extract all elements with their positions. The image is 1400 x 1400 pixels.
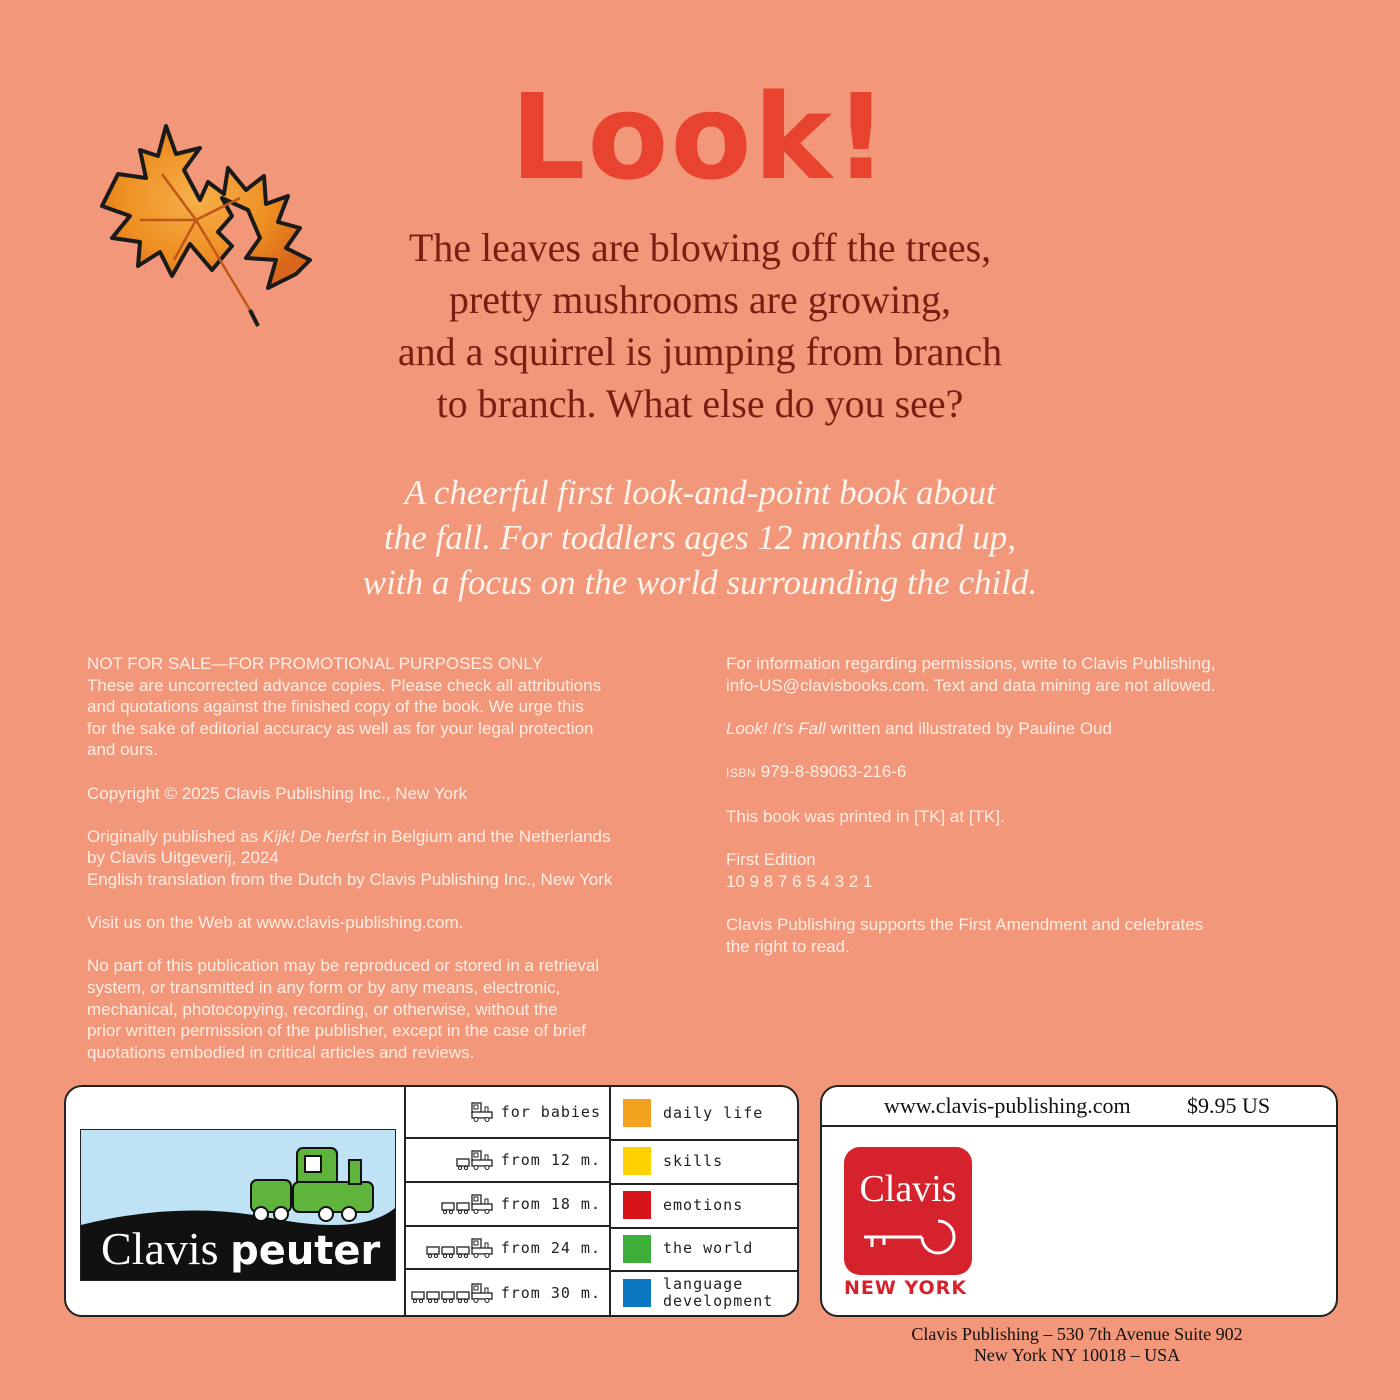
- blurb-line: pretty mushrooms are growing,: [448, 277, 952, 322]
- printed-text: This book was printed in [TK] at [TK].: [726, 807, 1005, 827]
- edition-text: First Edition: [726, 850, 816, 870]
- promo-line: These are uncorrected advance copies. Please check all attributions: [87, 675, 602, 695]
- blurb-line: The leaves are blowing off the trees,: [408, 225, 992, 270]
- theme-label: language development: [663, 1274, 774, 1310]
- book-title: Look! It's Fall: [726, 718, 826, 738]
- orig-suffix: in Belgium and the Netherlands: [368, 826, 611, 846]
- publisher-url: www.clavis-publishing.com: [884, 1093, 1131, 1118]
- credit-text: written and illustrated by Pauline Oud: [825, 718, 1112, 738]
- theme-row: [611, 1227, 799, 1272]
- tagline-line: A cheerful first look-and-point book about: [404, 473, 996, 512]
- original-line: [87, 826, 687, 848]
- original-title: Kijk! De herfst: [262, 826, 369, 846]
- theme-row: [611, 1270, 799, 1315]
- promo-notice: [87, 653, 687, 761]
- logo-word-peuter: peuter: [230, 1228, 381, 1274]
- age-table: [404, 1087, 611, 1315]
- age-row: [406, 1183, 611, 1227]
- isbn-line: [726, 761, 1346, 785]
- theme-label: daily life: [663, 1103, 764, 1122]
- rights-line: quotations embodied in critical articles and reviews.: [87, 1042, 475, 1062]
- address-line: New York NY 10018 – USA: [973, 1345, 1181, 1365]
- amendment-line: the right to read.: [726, 936, 850, 956]
- translation-line: English translation from the Dutch by Clavis Publishing Inc., New York: [87, 869, 613, 889]
- publisher-box: [820, 1085, 1338, 1317]
- isbn: [726, 761, 1346, 785]
- clavis-logo-name: Clavis: [859, 1168, 957, 1210]
- age-row: [406, 1270, 611, 1315]
- publisher-address: [820, 1324, 1334, 1366]
- isbn-number: 979-8-89063-216-6: [756, 761, 907, 781]
- tagline-line: the fall. For toddlers ages 12 months and up,: [384, 518, 1016, 557]
- promo-line: for the sake of editorial accuracy as well as for your legal protection: [87, 718, 594, 738]
- theme-table: [609, 1087, 799, 1315]
- promo-line: and quotations against the finished copy of the book. We urge this: [87, 697, 584, 717]
- clavis-logo: [844, 1147, 972, 1275]
- age-row: [406, 1087, 611, 1139]
- address-line: Clavis Publishing – 530 7th Avenue Suite 902: [911, 1324, 1243, 1344]
- rights-notice: [87, 955, 687, 1063]
- theme-color-swatch: [623, 1279, 651, 1307]
- key-icon: [862, 1211, 958, 1255]
- rights-line: prior written permission of the publisher, except in the case of brief: [87, 1021, 586, 1041]
- peuter-logo-name: [101, 1222, 380, 1275]
- train-icon: [456, 1150, 493, 1170]
- clavis-peuter-logo: [80, 1129, 396, 1281]
- train-icon: [471, 1102, 493, 1122]
- rights-line: system, or transmitted in any form or by any means, electronic,: [87, 977, 561, 997]
- blurb-line: to branch. What else do you see?: [436, 381, 964, 426]
- web-text: Visit us on the Web at www.clavis-publishing.com.: [87, 913, 464, 933]
- price: $9.95 US: [1187, 1093, 1271, 1118]
- blurb-line: and a squirrel is jumping from branch: [397, 329, 1003, 374]
- theme-color-swatch: [623, 1099, 651, 1127]
- age-label: from 18 m.: [500, 1195, 601, 1213]
- age-label: from 30 m.: [500, 1283, 601, 1302]
- original-line: by Clavis Uitgeverij, 2024: [87, 848, 279, 868]
- theme-row: [611, 1183, 799, 1229]
- edition: [726, 849, 1346, 892]
- publisher-header: [822, 1087, 1336, 1127]
- series-info-box: [64, 1085, 799, 1317]
- isbn-label: ISBN: [726, 765, 757, 780]
- train-icon: [441, 1194, 493, 1214]
- theme-color-swatch: [623, 1235, 651, 1263]
- orig-prefix: Originally published as: [87, 826, 263, 846]
- blurb: [300, 222, 1100, 430]
- theme-row: [611, 1139, 799, 1185]
- age-label: for babies: [500, 1103, 601, 1121]
- age-row: [406, 1139, 611, 1183]
- maple-leaf-illustration: [100, 120, 315, 335]
- promo-line: and ours.: [87, 740, 158, 760]
- page-title: Look!: [510, 68, 890, 206]
- theme-label: skills: [663, 1151, 724, 1170]
- tagline: [250, 470, 1150, 605]
- legal-right-column: [726, 653, 1346, 979]
- age-label: from 12 m.: [500, 1151, 601, 1169]
- clavis-logo-city: NEW YORK: [844, 1277, 968, 1299]
- rights-line: No part of this publication may be reproduced or stored in a retrieval: [87, 956, 600, 976]
- credit: [726, 718, 1346, 740]
- promo-line: NOT FOR SALE—FOR PROMOTIONAL PURPOSES ONLY: [87, 654, 543, 673]
- theme-label: the world: [663, 1239, 754, 1257]
- printed-notice: [726, 806, 1346, 828]
- permissions-line: info-US@clavisbooks.com. Text and data mining are not allowed.: [726, 675, 1216, 695]
- credit-line: [726, 718, 1346, 740]
- train-icon: [411, 1283, 493, 1303]
- copyright-text: Copyright © 2025 Clavis Publishing Inc., New York: [87, 783, 468, 803]
- theme-row: [611, 1087, 799, 1141]
- permissions-line: For information regarding permissions, write to Clavis Publishing,: [726, 654, 1216, 673]
- amendment-line: Clavis Publishing supports the First Amendment and celebrates: [726, 915, 1204, 935]
- theme-color-swatch: [623, 1191, 651, 1219]
- age-label: from 24 m.: [500, 1238, 601, 1257]
- original-publication: [87, 826, 687, 891]
- logo-word-clavis: Clavis: [101, 1223, 219, 1274]
- age-row: [406, 1227, 611, 1270]
- permissions-notice: [726, 653, 1346, 696]
- amendment-notice: [726, 914, 1346, 957]
- web-notice: [87, 912, 687, 934]
- train-icon: [426, 1238, 493, 1258]
- rights-line: mechanical, photocopying, recording, or otherwise, without the: [87, 999, 558, 1019]
- tagline-line: with a focus on the world surrounding the child.: [362, 563, 1038, 602]
- printing-line: 10 9 8 7 6 5 4 3 2 1: [726, 871, 873, 891]
- copyright: [87, 783, 687, 805]
- legal-left-column: [87, 653, 687, 1085]
- theme-color-swatch: [623, 1147, 651, 1175]
- theme-label: emotions: [663, 1195, 744, 1214]
